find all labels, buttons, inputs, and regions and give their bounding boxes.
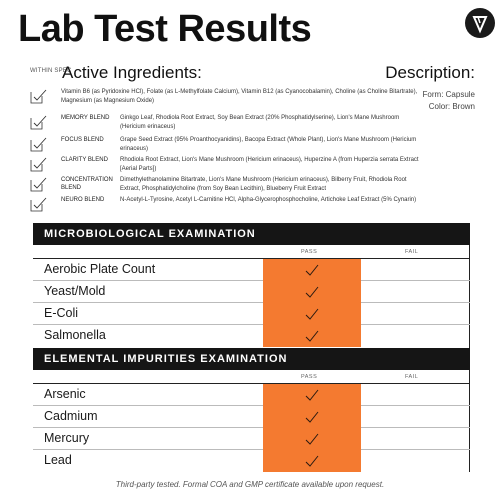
table-row [33,406,470,428]
page-title: Lab Test Results [18,8,312,50]
description-color: Color: Brown [428,102,475,111]
row-label: Arsenic [44,387,86,401]
row-label: E-Coli [44,306,79,320]
table-row [33,281,470,303]
checkmark-icon [305,389,319,401]
checkmark-icon [305,411,319,423]
blend-name: MEMORY BLEND [61,115,110,121]
row-label: Yeast/Mold [44,284,106,298]
blend-name: CONCENTRATION BLEND [61,177,113,191]
pass-cell [263,428,361,450]
ingredient-text: Ginkgo Leaf, Rhodiola Root Extract, Soy Bean Extract (20% Phosphatidylserine), Lion's Mane Mushroom (Hericium erinaceus) [120,115,400,130]
pass-cell [263,450,361,472]
pass-cell [263,303,361,325]
ingredient-text: N-Acetyl-L-Tyrosine, Acetyl L-Carnitine HCl, Alpha-Glycerophosphocholine, Artichoke Leaf Extract (5% Cynarin) [120,197,417,203]
pass-column-label: PASS [301,374,318,380]
row-label: Salmonella [44,328,106,342]
checkmark-icon [305,330,319,342]
table-row [33,303,470,325]
ingredient-text: Dimethylethanolamine Bitartrate, Lion's Mane Mushroom (Hericium erinaceus), Bilberry Fruit, Rhodiola Root Extract, Phosphatidylcholine (from Soy Bean Lecithin), Blueberry Fruit Extract [120,177,407,192]
elemental-impurities-table [33,348,470,472]
table-row [33,384,470,406]
checkmark-icon [305,433,319,445]
row-label: Aerobic Plate Count [44,262,156,276]
row-label: Mercury [44,431,90,445]
description-form: Form: Capsule [422,90,475,99]
pass-cell [263,384,361,406]
brand-logo [465,8,495,38]
table-row [33,428,470,450]
checkmark-icon [305,455,319,467]
table-row [33,259,470,281]
row-label: Cadmium [44,409,98,423]
blend-name: FOCUS BLEND [61,137,104,143]
checkmark-icon [305,286,319,298]
checkbox-check-icon [30,196,48,212]
pass-cell [263,406,361,428]
fail-column-label: FAIL [405,249,419,255]
pass-cell [263,281,361,303]
checkbox-check-icon [30,176,48,192]
microbiological-table [33,223,470,348]
checkbox-check-icon [30,156,48,172]
row-label: Lead [44,453,72,467]
blend-name: CLARITY BLEND [61,157,108,163]
table-row [33,325,470,347]
fail-column-label: FAIL [405,374,419,380]
pass-cell [263,325,361,347]
ingredient-text: Grape Seed Extract (95% Proanthocyanidins), Bacopa Extract (Whole Plant), Lion's Mane Mushroom (Hericium erinaceus) [120,137,417,152]
footnote: Third-party tested. Formal COA and GMP certificate available upon request. [115,480,385,489]
ingredient-text: Rhodiola Root Extract, Lion's Mane Mushroom (Hericium erinaceus), Huperzine A (from Huperzia serrata Extract [Aerial Parts]) [120,157,419,172]
table-row [33,450,470,472]
pass-cell [263,259,361,281]
checkmark-icon [305,308,319,320]
microbiological-heading: MICROBIOLOGICAL EXAMINATION [33,223,470,245]
pass-column-label: PASS [301,249,318,255]
checkmark-icon [305,264,319,276]
active-ingredients-heading: Active Ingredients: [62,63,202,82]
checkbox-check-icon [30,136,48,152]
checkbox-check-icon [30,88,48,104]
description-heading: Description: [385,63,475,82]
checkbox-check-icon [30,114,48,130]
blend-name: NEURO BLEND [61,197,105,203]
within-spec-label: WITHIN SPEC [30,68,72,74]
ingredient-text: Vitamin B6 (as Pyridoxine HCl), Folate (as L-Methylfolate Calcium), Vitamin B12 (as Cyanocobalamin), Choline (as Choline Bitartrate), Magnesium (as Magnesium Oxide) [61,89,418,104]
elemental-impurities-heading: ELEMENTAL IMPURITIES EXAMINATION [33,348,470,370]
